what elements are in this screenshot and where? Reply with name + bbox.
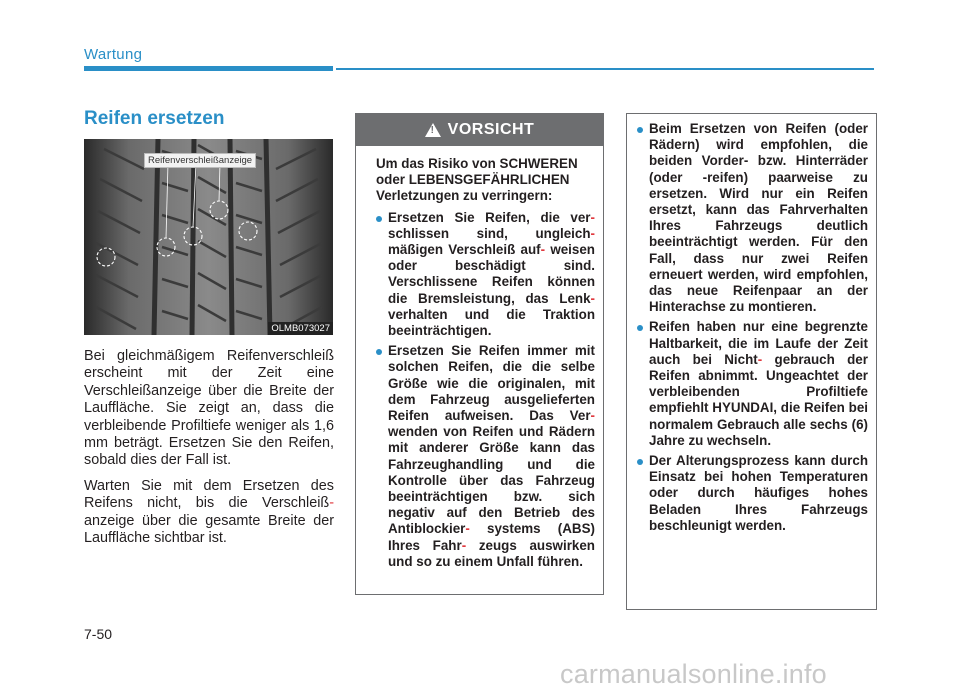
caution-box [355, 113, 604, 595]
caution-title: VORSICHT [447, 121, 535, 138]
list-item: Reifen haben nur eine begrenzte Haltbarkeit, die im Laufe der Zeit auch bei Nicht- gebrauch der Reifen abnimmt. Ungeachtet der verbleibenden Profiltiefe empfiehlt HYUNDAI, die Reifen bei normalem Gebrauch alle sechs (6) Jahre zu wechseln. [637, 319, 868, 449]
page-title: Reifen ersetzen [84, 108, 225, 129]
tire-tread-illustration [84, 139, 333, 335]
paragraph-wear-indicator: Bei gleichmäßigem Reifenverschleiß erscheint mit der Zeit eine Verschleißanzeige über die Breite der Lauffläche. Sie zeigt an, dass die verbleibende Profiltiefe weniger als 1,6 mm beträgt. Ersetzen Sie den Reifen, sobald dies der Fall ist. [84, 348, 334, 469]
caution-list [376, 210, 595, 570]
info-box [626, 113, 877, 610]
section-header: Wartung [84, 46, 143, 63]
header-rule-thin [336, 68, 874, 70]
caution-intro: Um das Risiko von SCHWEREN oder LEBENSGEFÄHRLICHEN Verletzungen zu verringern: [376, 156, 578, 204]
watermark: carmanualsonline.info [560, 659, 827, 689]
warning-triangle-icon: ! [425, 123, 441, 137]
wear-indicator-label: Reifenverschleißanzeige [144, 153, 256, 168]
body-text [84, 348, 334, 555]
list-item: Beim Ersetzen von Reifen (oder Rädern) wird empfohlen, die beiden Vorder- bzw. Hinterräder (oder -reifen) paarweise zu ersetzen. Wird nur ein Reifen ersetzt, kann das Fahrverhalten Ihres Fahrzeugs deutlich beeinträchtigt werden. Für den Fall, dass nur zwei Reifen erneuert werden, wird empfohlen, das neue Reifenpaar an der Hinterachse zu montieren. [637, 121, 868, 315]
header-rule-thick [84, 66, 333, 71]
caution-body [356, 146, 603, 570]
tire-tread-image [84, 139, 333, 335]
list-item: Ersetzen Sie Reifen, die ver- schlissen sind, ungleich- mäßigen Verschleiß auf- weisen oder beschädigt sind. Verschlissene Reifen können die Bremsleistung, das Lenk- verhalten und die Traktion beeinträchtigen. [376, 210, 595, 340]
figure-code: OLMB073027 [268, 322, 333, 335]
info-body [627, 114, 876, 534]
paragraph-replace-timing: Warten Sie mit dem Ersetzen des Reifens nicht, bis die Verschleiß-anzeige über die gesamte Breite der Lauffläche sichtbar ist. [84, 477, 334, 547]
info-list [637, 121, 868, 534]
page-number: 7-50 [84, 626, 113, 642]
caution-header [356, 114, 603, 146]
list-item: Ersetzen Sie Reifen immer mit solchen Reifen, die die selbe Größe wie die originalen, mit dem Fahrzeug ausgelieferten Reifen aufweisen. Das Ver- wenden von Reifen und Rädern mit anderer Größe kann das Fahrzeughandling und die Kontrolle über das Fahrzeug beeinträchtigen bzw. sich negativ auf den Betrieb des Antiblockier- systems (ABS) Ihres Fahr- zeugs auswirken und so zu einem Unfall führen. [376, 343, 595, 570]
list-item: Der Alterungsprozess kann durch Einsatz bei hohen Temperaturen oder durch häufiges hohes Beladen Ihres Fahrzeugs beschleunigt werden. [637, 453, 868, 534]
